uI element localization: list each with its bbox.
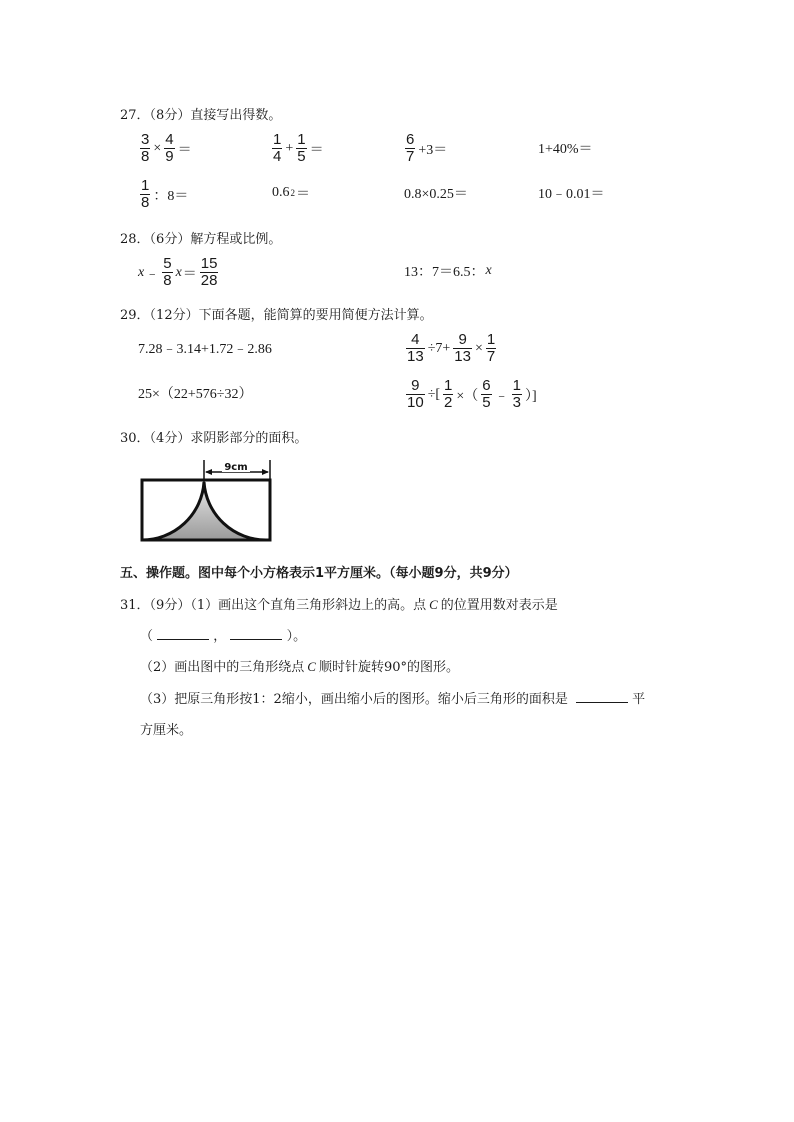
answer-blank-y[interactable] <box>230 639 282 640</box>
fraction: $\frac{1}{7}$ <box>486 331 496 365</box>
q27-header: 27．（8分）直接写出得数。 <box>120 108 282 123</box>
fraction: $\frac{4}{9}$ <box>165 131 174 165</box>
q29-header: 29．（12分）下面各题，能简算的要用简便方法计算。 <box>120 308 433 323</box>
q31-part2: （2）画出图中的三角形绕点 C 顺时针旋转90°的图形。 <box>140 659 459 675</box>
answer-blank-x[interactable] <box>157 639 209 640</box>
q27-item-d: 1+40%＝ <box>538 142 593 157</box>
arrow-right-icon <box>262 469 269 475</box>
fraction: $\frac{5}{8}$ <box>163 255 172 289</box>
q29-expr-1: 7.28﹣3.14+1.72﹣2.86 <box>138 342 272 357</box>
answer-blank-area[interactable] <box>576 702 628 703</box>
q29-expr-3: 25×（22+576÷32） <box>138 387 253 402</box>
fraction: $\frac{6}{7}$ <box>406 131 415 165</box>
q28-equation-2: 13：7＝6.5： x <box>404 263 492 280</box>
fraction: $\frac{1}{5}$ <box>297 131 306 165</box>
fraction: $\frac{15}{28}$ <box>200 255 218 289</box>
fraction: $\frac{1}{4}$ <box>273 131 282 165</box>
fraction: $\frac{4}{13}$ <box>407 331 424 365</box>
fraction: $\frac{9}{13}$ <box>454 331 471 365</box>
fraction: $\frac{1}{8}$ <box>141 177 150 211</box>
q27-item-f: 0.6 2 ＝ <box>272 185 310 202</box>
q27-item-h: 10﹣0.01＝ <box>538 187 605 202</box>
fraction: $\frac{1}{2}$ <box>444 377 453 411</box>
dim-label: 9cm <box>224 462 248 473</box>
q31-line1: 31．（9分）（1）画出这个直角三角形斜边上的高。点 C 的位置用数对表示是 <box>120 597 558 613</box>
q27-item-g: 0.8×0.25＝ <box>404 187 468 202</box>
fraction: $\frac{9}{10}$ <box>407 377 424 411</box>
arrow-left-icon <box>205 469 212 475</box>
q29-expr-4: $\frac{9}{10}$ ÷[ $\frac{1}{2}$ ×（ $\frac{6}{5}$ ﹣ $\frac{1}{3}$ ）] <box>407 377 537 411</box>
q31-part3-cont: 方厘米。 <box>140 723 193 738</box>
q27-item-e: $\frac{1}{8}$ ：8＝ <box>141 177 189 211</box>
q27-item-c: $\frac{6}{7}$ +3＝ <box>406 131 448 165</box>
q28-equation-1: x ﹣ $\frac{5}{8}$ x ＝ $\frac{15}{28}$ <box>138 255 218 289</box>
q27-item-a: $\frac{3}{8}$ × $\frac{4}{9}$ ＝ <box>141 131 192 165</box>
q31-line2: （ ， ）。 <box>140 629 307 644</box>
q30-header: 30．（4分）求阴影部分的面积。 <box>120 431 308 446</box>
fraction: $\frac{3}{8}$ <box>141 131 150 165</box>
q31-part3: （3）把原三角形按1：2缩小，画出缩小后的图形。缩小后三角形的面积是 平 <box>140 692 646 707</box>
q29-expr-2: $\frac{4}{13}$ ÷7+ $\frac{9}{13}$ × $\frac{1}{7}$ <box>407 331 496 365</box>
section-title: 五、操作题。图中每个小方格表示1平方厘米。（每小题9分，共9分） <box>120 566 518 581</box>
q27-item-b: $\frac{1}{4}$ + $\frac{1}{5}$ ＝ <box>273 131 324 165</box>
q28-header: 28．（6分）解方程或比例。 <box>120 232 282 247</box>
shaded-area-figure <box>138 454 278 544</box>
fraction: $\frac{6}{5}$ <box>482 377 491 411</box>
fraction: $\frac{1}{3}$ <box>512 377 521 411</box>
